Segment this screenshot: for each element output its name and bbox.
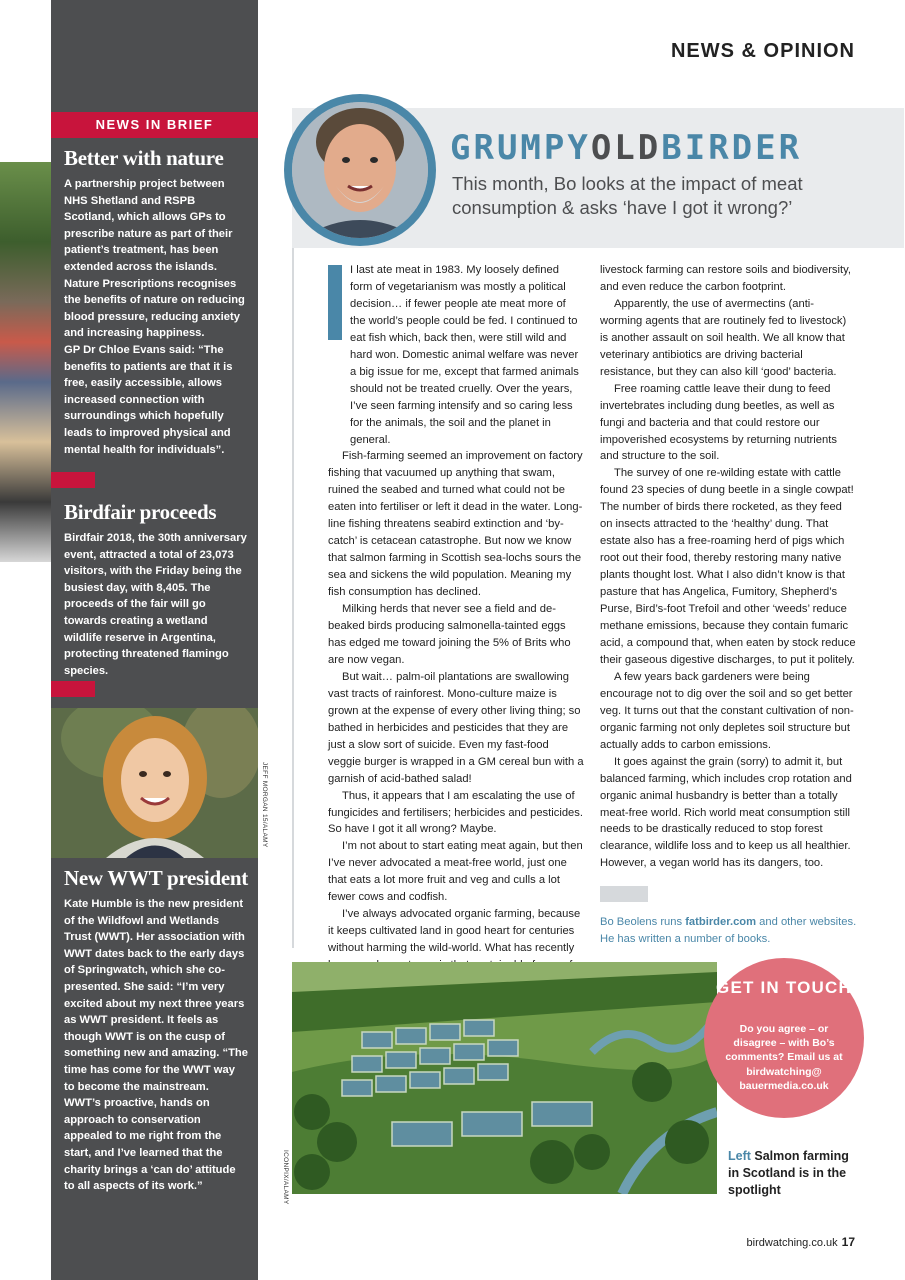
story-new-wwt-president bbox=[64, 866, 248, 1195]
article-paragraph: Free roaming cattle leave their dung to feed invertebrates including dung beetles, as well as fungi and bacteria and that could restore our impoverished ecosystems by returning nutrients and structure to the soil. bbox=[600, 382, 837, 463]
article-column-2 bbox=[600, 262, 857, 872]
article-paragraph: Thus, it appears that I am escalating the use of fungicides and fertilisers; herbicides and pesticides. So have I got it all wrong? Maybe. bbox=[328, 789, 583, 836]
caption-lead: Left bbox=[728, 1149, 751, 1163]
footer-site: birdwatching.co.uk bbox=[746, 1237, 838, 1249]
farm-illustration bbox=[292, 962, 717, 1194]
get-in-touch-body: Do you agree – or disagree – with Bo’s comments? Email us at birdwatching@ bauermedia.co.uk bbox=[725, 1023, 843, 1092]
story-headline: New WWT president bbox=[64, 866, 248, 890]
article-paragraph: Apparently, the use of avermectins (anti- worming agents that are routinely fed to livestock) is another assault on soil health. We all know that veterinary antibiotics are driving bacterial resistance, but they can also kill ‘good’ bacteria. bbox=[600, 297, 847, 378]
caption-text: Salmon farming in Scotland is in the spotlight bbox=[728, 1149, 849, 1197]
author-portrait bbox=[292, 102, 428, 238]
author-illustration bbox=[292, 102, 428, 238]
bio-website-link[interactable]: fatbirder.com bbox=[685, 916, 757, 928]
title-old: OLD bbox=[590, 128, 662, 168]
section-title: NEWS & OPINION bbox=[670, 40, 855, 62]
portrait-illustration bbox=[51, 708, 258, 858]
news-in-brief-tag: NEWS IN BRIEF bbox=[51, 112, 258, 138]
story-better-with-nature bbox=[64, 146, 248, 458]
column-title bbox=[450, 128, 802, 168]
farm-photo-credit: ICONPIX/ALAMY bbox=[282, 1150, 289, 1205]
author-bio bbox=[600, 914, 857, 948]
article-paragraph: I’m not about to start eating meat again, but then I’ve never advocated a meat-free world, just one that eats a lot more fruit and veg and culls a lot fewer cows and codfish. bbox=[328, 840, 583, 904]
bio-text: and other websites. He has written a number of books. bbox=[600, 916, 857, 945]
story-headline: Birdfair proceeds bbox=[64, 500, 217, 524]
article-paragraph: A few years back gardeners were being encourage not to dig over the soil and so get better veg. It turns out that the constant cultivation of non-organic farming not only depletes soil structure but actually adds to carbon emissions. bbox=[600, 670, 854, 751]
title-grumpy: GRUMPY bbox=[450, 128, 591, 168]
page-number: 17 bbox=[841, 1235, 855, 1249]
article-paragraph: Fish-farming seemed an improvement on factory fishing that vacuumed up anything that swam, ruined the seabed and turned what could not be eaten into fertiliser or left it dead in the water. Long-line fishing threatens seabird extinction and ‘by-catch’ is cetacean catastrophe. But now we know that salmon farming in Scottish sea-lochs sours the sea and sickens the wild population. Meaning my fish consumption has declined. bbox=[328, 450, 583, 599]
page-footer bbox=[747, 1235, 855, 1249]
get-in-touch-badge bbox=[704, 958, 864, 1118]
title-birder: BIRDER bbox=[661, 128, 803, 168]
story-body: A partnership project between NHS Shetland and RSPB Scotland, which allows GPs to prescribe nature as part of their patient’s treatment, has been extended across the islands. Nature Prescriptions recognises the benefits of nature on reducing blood pressure, reducing anxiety and increasing happiness. GP Dr Chloe Evans said: “The benefits to patients are that it is free, easily accessible, allows increased connection with surroundings which hopefully leads to improved physical and mental health for individuals”. bbox=[64, 178, 245, 456]
red-divider bbox=[51, 681, 95, 697]
left-strip-photo bbox=[0, 162, 51, 562]
red-divider bbox=[51, 472, 95, 488]
story-body: Kate Humble is the new president of the Wildfowl and Wetlands Trust (WWT). Her association with WWT dates back to the early days of Springwatch, which she co-presented. She said: “I’m very excited about my next three years as WWT president. It feels as though WWT is on the cusp of something new and amazing. “The time has come for the WWT way to become the mainstream. WWT’s proactive, hands on approach to conservation appealed to me right from the start, and I’ve learned that the charity brings a ‘can do’ attitude to all aspects of its work.” bbox=[64, 898, 248, 1193]
article-paragraph: But wait… palm-oil plantations are swallowing vast tracts of rainforest. Mono-culture maize is grown at the expense of every other living thing; so bathed in herbicides and pesticides that they are just a slow sort of suicide. Even my fast-food veggie burger is wrapped in a GM cereal bun with a garnish of acid-bathed salad! bbox=[328, 670, 584, 785]
bio-divider bbox=[600, 886, 648, 902]
article-paragraph: livestock farming can restore soils and biodiversity, and even reduce the carbon footprint. bbox=[600, 264, 851, 293]
bio-text: Bo Beolens runs bbox=[600, 916, 686, 928]
salmon-farm-photo bbox=[292, 962, 717, 1194]
article-paragraph: I last ate meat in 1983. My loosely defined form of vegetarianism was mostly a political decision… if fewer people ate meat more of the world’s people could be fed. I continued to eat fish which, back then, were still wild and hard won. Domestic animal welfare was never a big issue for me, except that farmed animals should not be treated cruelly. Over the years, I’ve seen farming intensify and so caring less for the animals, the soil and the planet in general. bbox=[350, 264, 579, 446]
story-birdfair-proceeds bbox=[64, 500, 248, 679]
photo-caption bbox=[728, 1148, 858, 1199]
article-column-1 bbox=[328, 262, 584, 974]
story-headline: Better with nature bbox=[64, 146, 224, 170]
column-rule bbox=[292, 248, 294, 948]
article-paragraph: It goes against the grain (sorry) to admit it, but balanced farming, which includes crop rotation and organic animal husbandry is better than a totally meat-free world. Rich world meat consumption still needs to be drastically reduced to stop forest clearance, wildlife loss and to keep us all healthier. However, a vegan world has its dangers, too. bbox=[600, 755, 852, 870]
article-paragraph: The survey of one re-wilding estate with cattle found 23 species of dung beetle in a single cowpat! The number of birds there rocketed, as they feed on insects attracted to the ‘healthy’ dung. That estate also has a free-roaming herd of pigs which root out their food, thereby restoring many native plants thought lost. What I also didn’t know is that pasture that has Angelica, Fumitory, Shepherd’s Purse, Bird’s-foot Trefoil and other ‘weeds’ reduce methane emissions, because they contain fumaric acid, a compound that, when eaten by stock reduce their gaseous digestive discharges, to put it politely. bbox=[600, 467, 856, 666]
standfirst: This month, Bo looks at the impact of meat consumption & asks ‘have I got it wrong?’ bbox=[452, 173, 803, 218]
photo-credit: JEFF MORGAN 15/ALAMY bbox=[261, 762, 268, 848]
article-paragraph: Milking herds that never see a field and de-beaked birds producing salmonella-tainted eggs has edged me toward joining the 5% of Brits who are now vegan. bbox=[328, 603, 571, 666]
kate-humble-photo bbox=[51, 708, 258, 858]
story-body: Birdfair 2018, the 30th anniversary event, attracted a total of 23,073 visitors, with the Friday being the busiest day, with 8,405. The proceeds of the fair will go towards creating a wetland wildlife reserve in Argentina, protecting threatened flamingo species. bbox=[64, 532, 247, 677]
article-paragraph: I’ve always advocated organic farming, because it keeps cultivated land in good heart for centuries without harming the wild-world. What has recently bbox=[328, 908, 581, 955]
get-in-touch-title: GET IN TOUCH bbox=[716, 978, 852, 997]
